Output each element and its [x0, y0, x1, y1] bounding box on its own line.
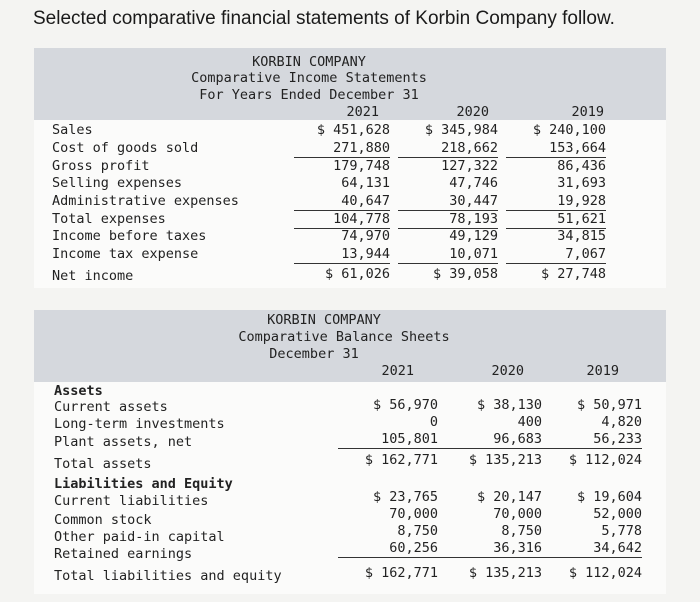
income-cell: 86,436 [557, 158, 606, 174]
income-cell: 34,815 [557, 228, 606, 244]
income-cell: 13,944 [294, 246, 390, 264]
balance-row-label: Current liabilities [54, 493, 209, 509]
income-cell: 31,693 [557, 175, 606, 191]
income-cell: 179,748 [333, 158, 390, 174]
balance-cell: $ 38,130 [476, 397, 542, 413]
income-cell: 64,131 [341, 175, 390, 191]
balance-year-2020: 2020 [491, 363, 524, 379]
income-row-label: Income tax expense [52, 246, 199, 262]
balance-cell: $ 112,024 [568, 452, 642, 468]
balance-row-label: Total liabilities and equity [54, 568, 282, 584]
income-cell: 49,129 [449, 228, 498, 244]
income-cell: 51,621 [506, 211, 606, 229]
income-cell: 30,447 [398, 193, 498, 211]
income-row-label: Total expenses [52, 211, 166, 227]
balance-row-label: Retained earnings [54, 546, 193, 562]
balance-cell: $ 20,147 [476, 489, 542, 505]
income-cell: 153,664 [506, 140, 606, 158]
income-cell: 78,193 [398, 211, 498, 229]
balance-cell: 60,256 [338, 540, 438, 558]
balance-cell: 400 [517, 414, 542, 430]
income-cell: $ 39,058 [432, 266, 498, 282]
balance-cell: 4,820 [601, 414, 642, 430]
balance-cell: 70,000 [493, 506, 542, 522]
income-cell: $ 61,026 [324, 266, 390, 282]
balance-cell: 0 [429, 414, 438, 430]
income-period: For Years Ended December 31 [199, 87, 419, 103]
balance-cell: 8,750 [397, 523, 438, 539]
balance-cell: $ 23,765 [372, 489, 438, 505]
balance-row-label: Total assets [54, 456, 152, 472]
liabilities-header: Liabilities and Equity [54, 476, 233, 492]
income-cell: $ 240,100 [532, 122, 606, 138]
income-row-label: Net income [52, 268, 134, 284]
balance-cell: 96,683 [438, 431, 542, 449]
balance-title: Comparative Balance Sheets [238, 329, 450, 345]
balance-row-label: Long-term investments [54, 416, 225, 432]
balance-year-2019: 2019 [586, 363, 619, 379]
balance-cell: 105,801 [338, 431, 438, 449]
balance-row-label: Other paid-in capital [54, 529, 225, 545]
income-cell: 40,647 [294, 193, 390, 211]
income-row-label: Sales [52, 122, 93, 138]
balance-cell: $ 56,970 [372, 397, 438, 413]
balance-cell: $ 112,024 [568, 565, 642, 581]
balance-sheet [34, 310, 666, 594]
income-cell: 47,746 [449, 175, 498, 191]
income-cell: 7,067 [506, 246, 606, 264]
balance-cell: $ 50,971 [576, 397, 642, 413]
balance-cell: 70,000 [389, 506, 438, 522]
income-row-label: Administrative expenses [52, 193, 239, 209]
balance-cell: $ 162,771 [364, 565, 438, 581]
balance-period: December 31 [269, 346, 359, 362]
balance-cell: $ 162,771 [364, 452, 438, 468]
balance-cell: 56,233 [538, 431, 642, 449]
income-cell: 218,662 [398, 140, 498, 158]
income-cell: 104,778 [294, 211, 390, 229]
balance-cell: $ 135,213 [468, 452, 542, 468]
balance-cell: 34,642 [538, 540, 642, 558]
balance-cell: 36,316 [438, 540, 542, 558]
balance-cell: 5,778 [601, 523, 642, 539]
income-statement [34, 48, 666, 288]
income-cell: $ 451,628 [316, 122, 390, 138]
income-company: KORBIN COMPANY [252, 54, 366, 70]
income-row-label: Income before taxes [52, 228, 207, 244]
income-row-label: Gross profit [52, 158, 150, 174]
balance-cell: $ 19,604 [576, 489, 642, 505]
income-year-2021: 2021 [346, 104, 379, 120]
balance-year-2021: 2021 [381, 363, 414, 379]
income-row-label: Cost of goods sold [52, 140, 199, 156]
page-heading: Selected comparative financial statements of Korbin Company follow. [33, 8, 615, 29]
income-cell: 10,071 [398, 246, 498, 264]
income-year-2019: 2019 [571, 104, 604, 120]
income-cell: 74,970 [341, 228, 390, 244]
income-cell: $ 27,748 [540, 266, 606, 282]
income-title: Comparative Income Statements [191, 70, 427, 86]
balance-cell: 8,750 [501, 523, 542, 539]
income-year-2020: 2020 [456, 104, 489, 120]
income-cell: $ 345,984 [424, 122, 498, 138]
balance-row-label: Plant assets, net [54, 434, 193, 450]
income-cell: 271,880 [294, 140, 390, 158]
balance-row-label: Common stock [54, 512, 152, 528]
balance-company: KORBIN COMPANY [267, 312, 381, 328]
assets-header: Assets [54, 383, 103, 399]
income-cell: 19,928 [506, 193, 606, 211]
income-row-label: Selling expenses [52, 175, 183, 191]
balance-cell: $ 135,213 [468, 565, 542, 581]
income-cell: 127,322 [441, 158, 498, 174]
balance-row-label: Current assets [54, 399, 168, 415]
balance-cell: 52,000 [593, 506, 642, 522]
